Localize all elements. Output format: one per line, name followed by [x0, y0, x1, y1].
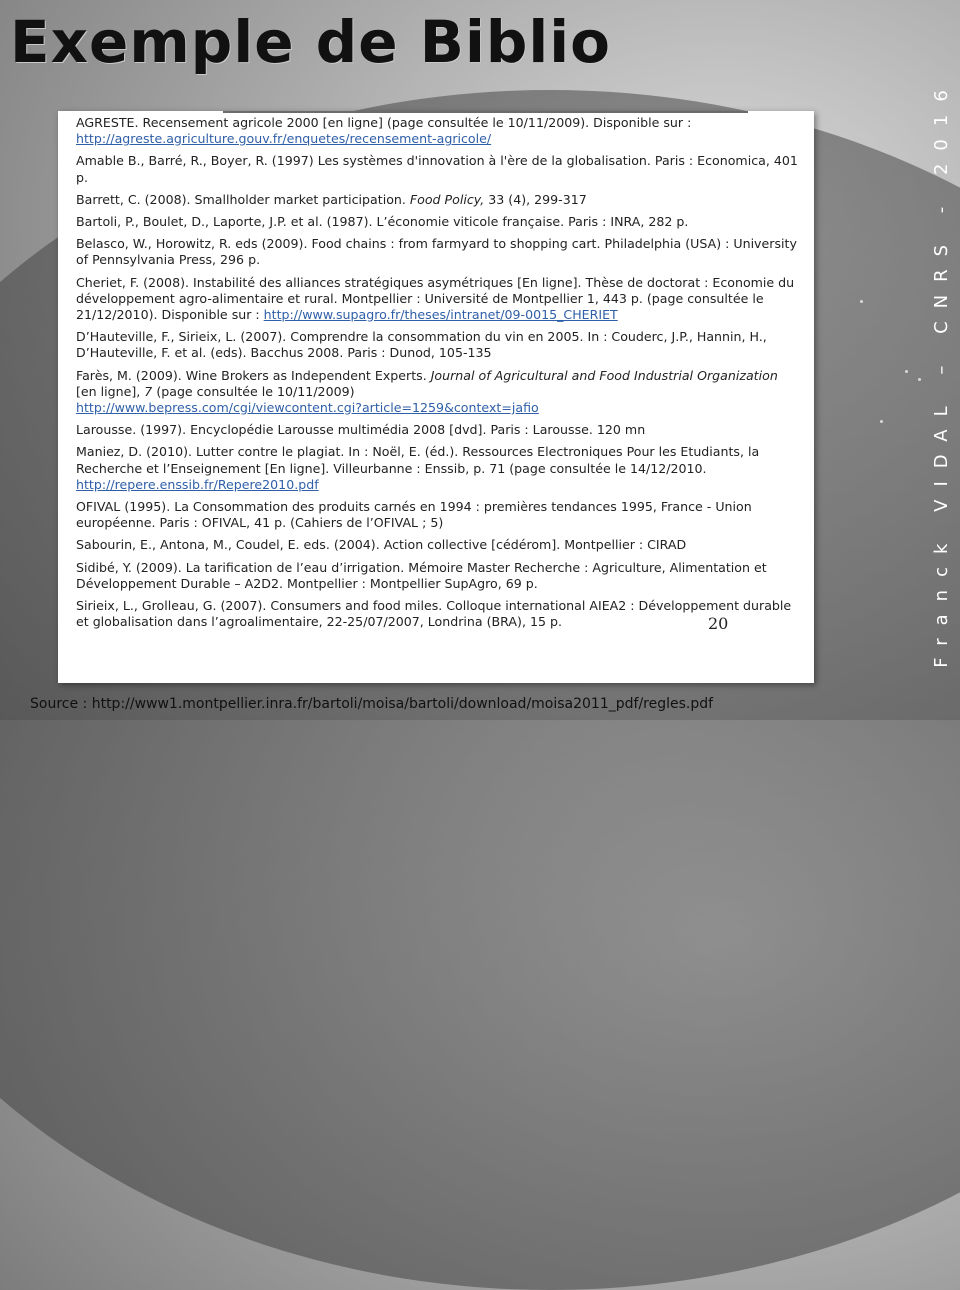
- reference-link[interactable]: http://repere.enssib.fr/Repere2010.pdf: [76, 476, 319, 492]
- city-light: [860, 300, 863, 303]
- reference-entry: D’Hauteville, F., Sirieix, L. (2007). Comprendre la consommation du vin en 2005. In : Couderc, J.P., Hannin, H., D’Hauteville, F. et al. (eds). Bacchus 2008. Paris : Dunod, 105-135: [76, 329, 767, 361]
- reference-entry: Sabourin, E., Antona, M., Coudel, E. eds. (2004). Action collective [cédérom]. Montpellier : CIRAD: [76, 537, 687, 553]
- reference-entry: Maniez, D. (2010). Lutter contre le plagiat. In : Noël, E. (éd.). Ressources Electroniques Pour les Etudiants, la Recherche et l’Enseignement [En ligne]. Villeurbanne : Enssib, p. 71 (page consultée le 14/12/2010. http://repere.enssib.fr/Repere2010.pdf: [76, 444, 760, 492]
- reference-entry: Amable B., Barré, R., Boyer, R. (1997) Les systèmes d'innovation à l'ère de la globalisation. Paris : Economica, 401 p.: [76, 153, 798, 185]
- reference-entry: Barrett, C. (2008). Smallholder market participation. Food Policy, 33 (4), 299-317: [76, 191, 587, 207]
- reference-entry: Bartoli, P., Boulet, D., Laporte, J.P. et al. (1987). L’économie viticole française. Paris : INRA, 282 p.: [76, 214, 689, 230]
- reference-entry: Sirieix, L., Grolleau, G. (2007). Consumers and food miles. Colloque international AIEA2 : Développement durable et globalisation dans l’agroalimentaire, 22-25/07/2007, Londrina (BRA), 15 p.: [76, 598, 792, 630]
- page-number: 20: [708, 614, 729, 633]
- reference-entry: Belasco, W., Horowitz, R. eds (2009). Food chains : from farmyard to shopping cart. Philadelphia (USA) : University of Pennsylvania Press, 296 p.: [76, 236, 797, 268]
- city-light: [918, 378, 921, 381]
- reference-entry: Sidibé, Y. (2009). La tarification de l’eau d’irrigation. Mémoire Master Recherche : Agriculture, Alimentation et Développement Durable – A2D2. Montpellier : Montpellier SupAgro, 69 p.: [76, 559, 767, 591]
- city-light: [905, 370, 908, 373]
- document-top-bar: [223, 111, 748, 113]
- city-light: [880, 420, 883, 423]
- bibliography-document: [58, 111, 814, 683]
- vertical-credit-text: Franck VIDAL – CNRS - 2016: [930, 77, 952, 668]
- vertical-credit: [926, 30, 956, 715]
- reference-link[interactable]: http://www.supagro.fr/theses/intranet/09-0015_CHERIET: [263, 307, 618, 323]
- reference-link[interactable]: http://agreste.agriculture.gouv.fr/enquetes/recensement-agricole/: [76, 131, 492, 147]
- slide-title: Exemple de Biblio: [10, 8, 611, 76]
- reference-entry: Larousse. (1997). Encyclopédie Larousse multimédia 2008 [dvd]. Paris : Larousse. 120 mn: [76, 422, 646, 438]
- reference-entry: Cheriet, F. (2008). Instabilité des alliances stratégiques asymétriques [En ligne]. Thèse de doctorat : Economie du développement agro-alimentaire et rural. Montpellier : Université de Montpellier 1, 443 p. (page consultée le 21/12/2010). Disponible sur : http://www.supagro.fr/theses/intranet/09-0015_CHERIET: [76, 274, 795, 323]
- reference-entry: Farès, M. (2009). Wine Brokers as Independent Experts. Journal of Agricultural and Food Industrial Organization [en ligne], 7 (page consultée le 10/11/2009) http://www.bepress.com/cgi/viewcontent.cgi?article=1259&context=jafio: [76, 367, 778, 416]
- reference-entry: AGRESTE. Recensement agricole 2000 [en ligne] (page consultée le 10/11/2009). Disponible sur : http://agreste.agriculture.gouv.fr/enquetes/recensement-agricole/: [76, 115, 692, 147]
- reference-entry: OFIVAL (1995). La Consommation des produits carnés en 1994 : premières tendances 1995, France - Union européenne. Paris : OFIVAL, 41 p. (Cahiers de l’OFIVAL ; 5): [76, 499, 752, 531]
- reference-link[interactable]: http://www.bepress.com/cgi/viewcontent.cgi?article=1259&context=jafio: [76, 400, 539, 416]
- source-caption: Source : http://www1.montpellier.inra.fr/bartoli/moisa/bartoli/download/moisa2011_pdf/regles.pdf: [30, 696, 714, 712]
